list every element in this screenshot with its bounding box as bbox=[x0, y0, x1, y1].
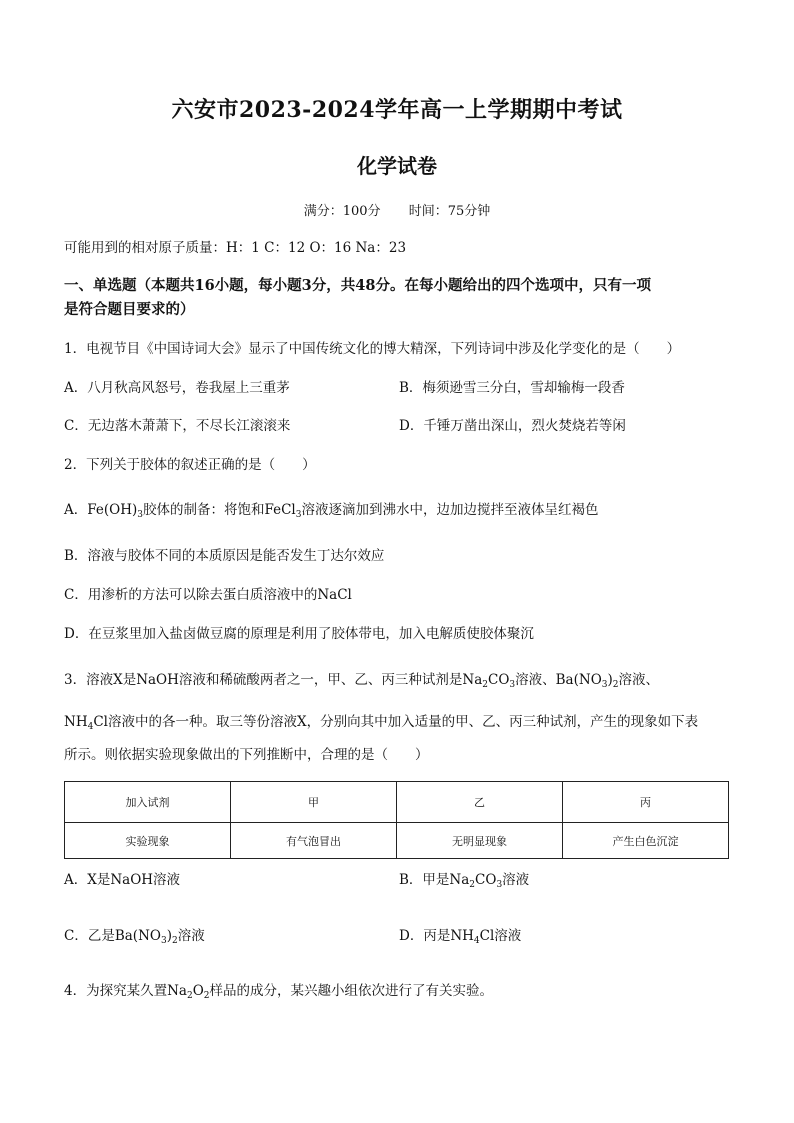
q2-option-a bbox=[64, 500, 598, 525]
q2-stem: 2．下列关于胶体的叙述正确的是（ ） bbox=[64, 457, 316, 473]
q3-l1-s2: 3 bbox=[509, 680, 516, 690]
q3-stem-line2 bbox=[64, 712, 698, 737]
section-heading-line1: 一、单选题（本题共16小题，每小题3分，共48分。在每小题给出的四个选项中，只有一项 bbox=[64, 277, 651, 294]
q1-option-c: C．无边落木萧萧下，不尽长江滚滚来 bbox=[64, 418, 291, 434]
q3-l1-s3: 3 bbox=[601, 680, 608, 690]
exam-title: 六安市2023-2024学年高一上学期期中考试 bbox=[171, 97, 623, 123]
q3-option-c bbox=[64, 926, 205, 951]
atomic-mass-note: 可能用到的相对原子质量：H：1 C：12 O：16 Na：23 bbox=[64, 240, 407, 256]
table-row bbox=[65, 823, 729, 859]
q3-l2-b: Cl溶液中的各一种。取三等份溶液X，分别向其中加入适量的甲、乙、丙三种试剂，产生的现象如下表 bbox=[93, 714, 699, 730]
q3-l1-s4: 2 bbox=[612, 680, 619, 690]
q3-option-b bbox=[399, 870, 529, 895]
exam-subtitle: 化学试卷 bbox=[357, 154, 437, 178]
q2-option-c: C．用渗析的方法可以除去蛋白质溶液中的NaCl bbox=[64, 587, 352, 603]
table-cell: 加入试剂 bbox=[65, 782, 231, 823]
q3-c-s1: 3 bbox=[160, 936, 167, 946]
q3-stem-line3: 所示。则依据实验现象做出的下列推断中，合理的是（ ） bbox=[64, 747, 429, 763]
q3-l1-s1: 2 bbox=[482, 680, 488, 690]
exam-time: 时间：75分钟 bbox=[408, 204, 491, 219]
q3-c-b: ) bbox=[166, 928, 172, 944]
q1-option-b: B．梅须逊雪三分白，雪却输梅一段香 bbox=[399, 380, 625, 396]
q2-option-d: D．在豆浆里加入盐卤做豆腐的原理是利用了胶体带电，加入电解质使胶体聚沉 bbox=[64, 626, 534, 642]
q4-c: 样品的成分，某兴趣小组依次进行了有关实验。 bbox=[209, 983, 493, 999]
q3-l1-a: 3．溶液X是NaOH溶液和稀硫酸两者之一，甲、乙、丙三种试剂是Na bbox=[64, 672, 483, 688]
table-cell: 丙 bbox=[563, 782, 729, 823]
q4-stem bbox=[64, 981, 493, 1006]
q3-c-s2: 2 bbox=[171, 936, 178, 946]
q3-experiment-table bbox=[64, 781, 729, 859]
q3-b-c: 溶液 bbox=[502, 872, 530, 888]
q3-b-s2: 3 bbox=[496, 880, 503, 890]
q4-b: O bbox=[192, 983, 204, 999]
table-cell: 有气泡冒出 bbox=[231, 823, 397, 859]
q1-option-a: A．八月秋高风怒号，卷我屋上三重茅 bbox=[64, 380, 290, 396]
table-cell: 实验现象 bbox=[65, 823, 231, 859]
q3-d-a: D．丙是NH bbox=[399, 928, 474, 944]
full-score: 满分：100分 bbox=[303, 204, 381, 219]
q3-c-a: C．乙是Ba(NO bbox=[64, 928, 161, 944]
q3-l1-c: 溶液、Ba(NO bbox=[515, 672, 602, 688]
q3-b-a: B．甲是Na bbox=[399, 872, 470, 888]
table-cell: 无明显现象 bbox=[397, 823, 563, 859]
q1-option-d: D．千锤万凿出深山，烈火焚烧若等闲 bbox=[399, 418, 626, 434]
q3-l1-b: CO bbox=[488, 672, 510, 688]
section-heading-line2: 是符合题目要求的） bbox=[64, 301, 195, 318]
q3-option-d bbox=[399, 926, 521, 951]
q3-d-s1: 4 bbox=[473, 936, 480, 946]
table-cell: 产生白色沉淀 bbox=[563, 823, 729, 859]
q3-b-b: CO bbox=[475, 872, 497, 888]
q3-b-s1: 2 bbox=[469, 880, 476, 890]
q2-a-pre: A．Fe(OH) bbox=[64, 502, 138, 518]
q1-stem: 1．电视节目《中国诗词大会》显示了中国传统文化的博大精深，下列诗词中涉及化学变化的是（ ） bbox=[64, 341, 681, 357]
q3-option-a: A．X是NaOH溶液 bbox=[64, 872, 181, 888]
exam-meta bbox=[0, 200, 794, 219]
q3-l2-s1: 4 bbox=[87, 722, 94, 732]
q4-a: 4．为探究某久置Na bbox=[64, 983, 187, 999]
q2-a-mid: 胶体的制备：将饱和FeCl bbox=[142, 502, 296, 518]
table-row bbox=[65, 782, 729, 823]
table-cell: 乙 bbox=[397, 782, 563, 823]
q2-option-b: B．溶液与胶体不同的本质原因是能否发生丁达尔效应 bbox=[64, 548, 385, 564]
q3-stem-line1 bbox=[64, 670, 659, 695]
q3-d-b: Cl溶液 bbox=[479, 928, 522, 944]
q2-a-post: 溶液逐滴加到沸水中，边加边搅拌至液体呈红褐色 bbox=[301, 502, 599, 518]
q4-s2: 2 bbox=[203, 991, 210, 1001]
q4-s1: 2 bbox=[186, 991, 193, 1001]
q3-l1-d: ) bbox=[607, 672, 613, 688]
q3-c-c: 溶液 bbox=[177, 928, 205, 944]
q3-l1-e: 溶液、 bbox=[618, 672, 660, 688]
q3-l2-a: NH bbox=[64, 714, 88, 730]
q2-a-sub2: 3 bbox=[295, 510, 302, 520]
table-cell: 甲 bbox=[231, 782, 397, 823]
q2-a-sub: 3 bbox=[137, 510, 143, 520]
